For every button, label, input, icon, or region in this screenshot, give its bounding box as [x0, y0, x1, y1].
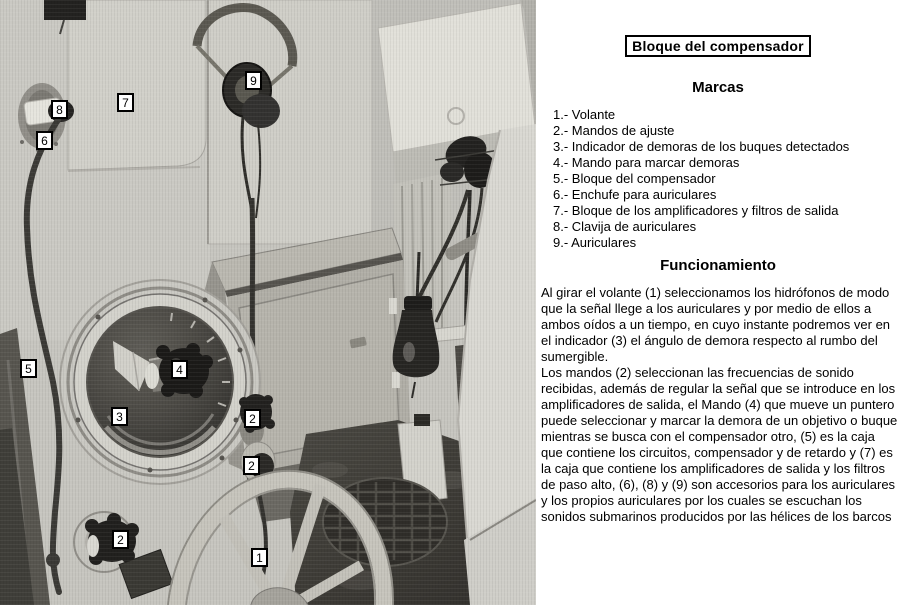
operation-paragraph-2: Los mandos (2) seleccionan las frecuencias de sonido recibidas, además de regular la señal que se introduce en los amplificadores de salida, el Mando (4) que mueve un puntero puede seleccionar y marcar la demora de un objetivo o buque mientras se busca con el compensador otro, (5) es la caja que contiene los circuitos, compensador y de retardo y (7) es la caja que contiene los amplificadores de salida y los filtros de paso alto, (6), (8) y (9) son accesorios para los auriculares y los propios auriculares por los cuales se escuchan los sonidos submarinos producidos por las hélices de los barcos	[541, 365, 898, 524]
mark-item-2: 2.- Mandos de ajuste	[553, 123, 675, 138]
photo-marker-6: 6	[36, 131, 53, 150]
mark-item-7: 7.- Bloque de los amplificadores y filtros de salida	[553, 203, 839, 218]
operation-paragraph-1: Al girar el volante (1) seleccionamos los hidrófonos de modo que la señal llege a los auriculares y por medio de ellos a ambos oídos a un tiempo, en cuyo instante podremos ver en el indicador (3) el ángulo de demora respecto al rumbo del sumergible.	[541, 285, 891, 364]
photo-marker-7: 7	[117, 93, 134, 112]
mark-item-3: 3.- Indicador de demoras de los buques detectados	[553, 139, 850, 154]
photo-marker-4: 4	[171, 360, 188, 379]
photo-marker-5: 5	[20, 359, 37, 378]
page-title: Bloque del compensador	[625, 35, 811, 57]
photo-marker-9: 9	[245, 71, 262, 90]
photo-marker-3: 3	[111, 407, 128, 426]
photo-marker-1: 1	[251, 548, 268, 567]
mark-item-4: 4.- Mando para marcar demoras	[553, 155, 740, 170]
photo-marker-2: 2	[244, 409, 261, 428]
mark-item-6: 6.- Enchufe para auriculares	[553, 187, 717, 202]
photo-marker-2: 2	[243, 456, 260, 475]
mark-item-5: 5.- Bloque del compensador	[553, 171, 716, 186]
photo-marker-2: 2	[112, 530, 129, 549]
photo-marker-8: 8	[51, 100, 68, 119]
marks-list	[536, 107, 900, 251]
mark-item-1: 1.- Volante	[553, 107, 616, 122]
mark-item-9: 9.- Auriculares	[553, 235, 637, 250]
mark-item-8: 8.- Clavija de auriculares	[553, 219, 697, 234]
marks-heading: Marcas	[692, 79, 744, 96]
article-pane	[536, 0, 900, 605]
operation-text	[536, 285, 900, 525]
title-wrap	[536, 35, 900, 57]
operation-heading: Funcionamiento	[660, 257, 776, 274]
